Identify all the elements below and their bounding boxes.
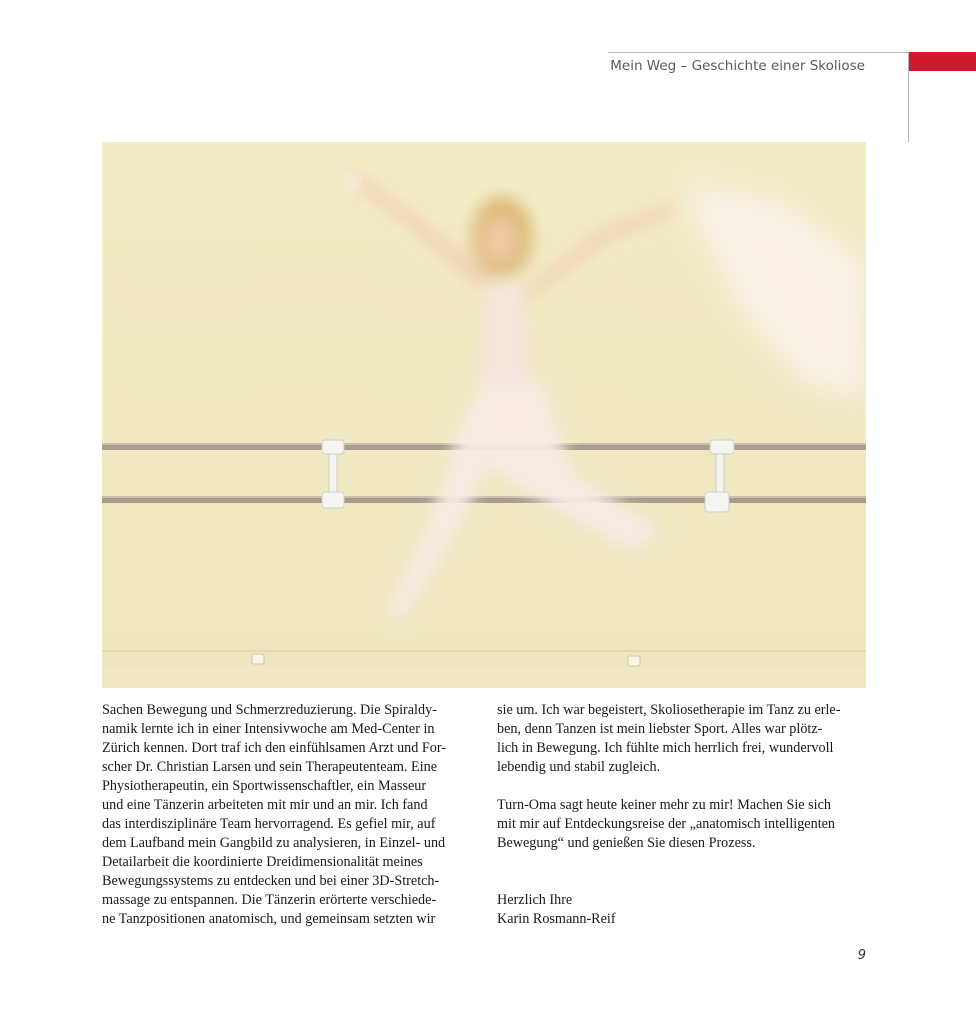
- text-line: ben, denn Tanzen ist mein liebster Sport. Alles war plötz-: [497, 721, 823, 737]
- header-accent-bar: [909, 52, 976, 71]
- text-line: Turn-Oma sagt heute keiner mehr zu mir! Machen Sie sich: [497, 797, 831, 813]
- right-text-column: [497, 701, 869, 929]
- text-line: lebendig und stabil zugleich.: [497, 759, 661, 775]
- text-line: ne Tanzpositionen anatomisch, und gemeinsam setzten wir: [102, 911, 436, 927]
- text-line: Sachen Bewegung und Schmerzreduzierung. Die Spiraldy-: [102, 702, 437, 718]
- text-line: das interdisziplinäre Team hervorragend. Es gefiel mir, auf: [102, 816, 436, 832]
- text-line: und eine Tänzerin arbeiteten mit mir und an mir. Ich fand: [102, 797, 428, 813]
- text-line: scher Dr. Christian Larsen und sein Therapeutenteam. Eine: [102, 759, 438, 775]
- text-line: Detailarbeit die koordinierte Dreidimensionalität meines: [102, 854, 423, 870]
- text-line: lich in Bewegung. Ich fühlte mich herrlich frei, wundervoll: [497, 740, 834, 756]
- dancer-photo: [102, 142, 866, 688]
- closing-line: Herzlich Ihre: [497, 892, 573, 908]
- text-line: dem Laufband mein Gangbild zu analysieren, in Einzel- und: [102, 835, 446, 851]
- text-line: mit mir auf Entdeckungsreise der „anatomisch intelligenten: [497, 816, 836, 832]
- left-text-column: [102, 701, 474, 929]
- text-line: Physiotherapeutin, ein Sportwissenschaftler, ein Masseur: [102, 778, 427, 794]
- text-line: Bewegungssystems zu entdecken und bei einer 3D-Stretch-: [102, 873, 440, 889]
- text-line: sie um. Ich war begeistert, Skoliosetherapie im Tanz zu erle-: [497, 702, 841, 718]
- signature: Karin Rosmann-Reif: [497, 911, 616, 927]
- page-number: 9: [857, 948, 866, 963]
- text-line: massage zu entspannen. Die Tänzerin erörterte verschiede-: [102, 892, 437, 908]
- text-line: Bewegung“ und genießen Sie diesen Prozess.: [497, 835, 756, 851]
- text-line: Zürich kennen. Dort traf ich den einfühlsamen Arzt und For-: [102, 740, 447, 756]
- header-rule: [608, 52, 909, 53]
- running-header: Mein Weg – Geschichte einer Skoliose: [610, 58, 865, 74]
- text-line: namik lernte ich in einer Intensivwoche am Med-Center in: [102, 721, 435, 737]
